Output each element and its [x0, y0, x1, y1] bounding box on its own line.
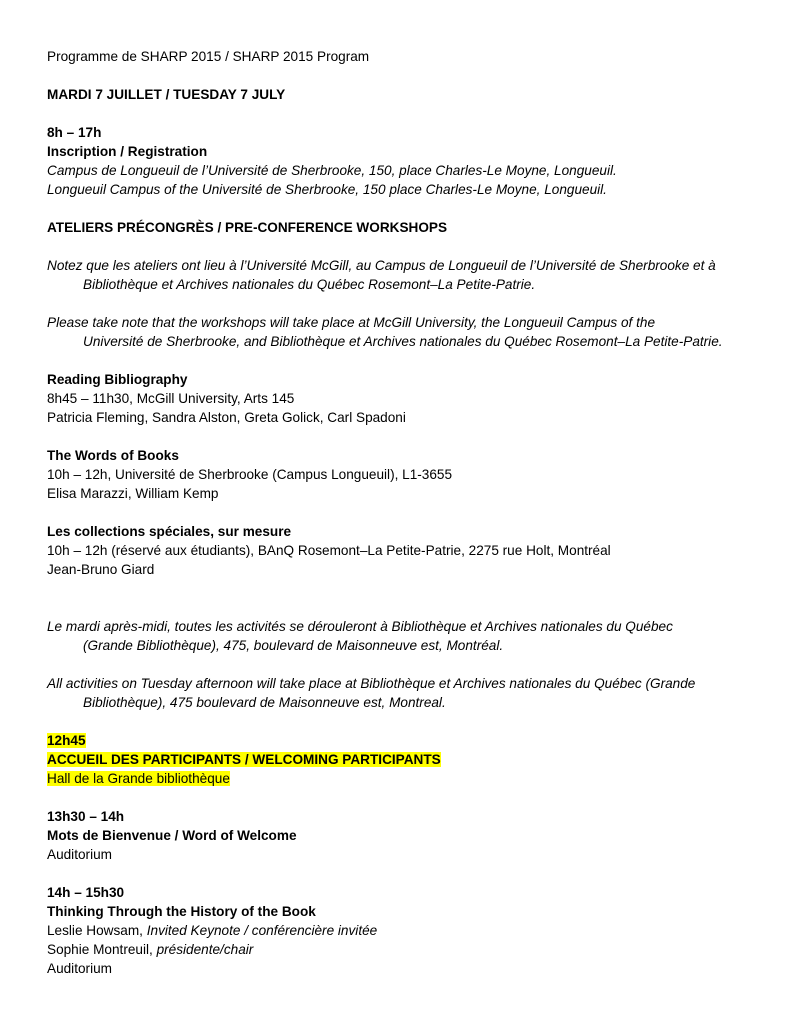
document-title: Programme de SHARP 2015 / SHARP 2015 Program	[47, 49, 370, 64]
day-heading: MARDI 7 JUILLET / TUESDAY 7 JULY	[47, 87, 286, 102]
document-page	[47, 47, 767, 978]
afternoon-note-en-line1: All activities on Tuesday afternoon will take place at Bibliothèque et Archives nationales du Québec (Grande	[47, 676, 696, 691]
afternoon-note-fr-line2: (Grande Bibliothèque), 475, boulevard de Maisonneuve est, Montréal.	[83, 638, 504, 653]
workshop-details: 8h45 – 11h30, McGill University, Arts 145	[47, 391, 295, 406]
registration-section	[47, 123, 767, 199]
registration-location-en: Longueuil Campus of the Université de Sherbrooke, 150 place Charles-Le Moyne, Longueuil.	[47, 182, 607, 197]
keynote-section	[47, 883, 767, 978]
registration-title: Inscription / Registration	[47, 144, 208, 159]
keynote-speaker-name: Leslie Howsam,	[47, 923, 147, 938]
workshop-details: 10h – 12h, Université de Sherbrooke (Campus Longueuil), L1-3655	[47, 467, 453, 482]
workshop-title: Les collections spéciales, sur mesure	[47, 524, 292, 539]
afternoon-note-fr	[47, 617, 767, 655]
workshops-note-fr-line1: Notez que les ateliers ont lieu à l’Université McGill, au Campus de Longueuil de l’Université de Sherbrooke et à	[47, 258, 716, 273]
afternoon-note-en-line2: Bibliothèque), 475 boulevard de Maisonneuve est, Montreal.	[83, 695, 446, 710]
keynote-chair	[47, 940, 767, 959]
workshop-people: Jean-Bruno Giard	[47, 562, 155, 577]
workshop-details: 10h – 12h (réservé aux étudiants), BAnQ Rosemont–La Petite-Patrie, 2275 rue Holt, Montréal	[47, 543, 611, 558]
workshop-people: Elisa Marazzi, William Kemp	[47, 486, 219, 501]
opening-location: Auditorium	[47, 847, 112, 862]
workshop-item	[47, 446, 767, 503]
welcome-title: ACCUEIL DES PARTICIPANTS / WELCOMING PARTICIPANTS	[47, 752, 441, 767]
afternoon-note-fr-line1: Le mardi après-midi, toutes les activités se dérouleront à Bibliothèque et Archives nationales du Québec	[47, 619, 673, 634]
registration-time: 8h – 17h	[47, 125, 102, 140]
keynote-chair-role: présidente/chair	[156, 942, 254, 957]
workshop-item	[47, 370, 767, 427]
workshop-people: Patricia Fleming, Sandra Alston, Greta Golick, Carl Spadoni	[47, 410, 406, 425]
welcome-section	[47, 731, 767, 788]
workshops-note-en	[47, 313, 767, 351]
workshop-title: Reading Bibliography	[47, 372, 188, 387]
workshops-note-en-line2: Université de Sherbrooke, and Bibliothèque et Archives nationales du Québec Rosemont–La Petite-Patrie.	[83, 334, 723, 349]
keynote-title: Thinking Through the History of the Book	[47, 904, 316, 919]
opening-section	[47, 807, 767, 864]
keynote-chair-name: Sophie Montreuil,	[47, 942, 157, 957]
workshop-item	[47, 522, 767, 579]
workshops-note-en-line1: Please take note that the workshops will take place at McGill University, the Longueuil Campus of the	[47, 315, 656, 330]
welcome-location: Hall de la Grande bibliothèque	[47, 771, 230, 786]
keynote-speaker-role: Invited Keynote / conférencière invitée	[146, 923, 378, 938]
workshops-note-fr-line2: Bibliothèque et Archives nationales du Québec Rosemont–La Petite-Patrie.	[83, 277, 536, 292]
keynote-time: 14h – 15h30	[47, 885, 125, 900]
registration-location-fr: Campus de Longueuil de l’Université de Sherbrooke, 150, place Charles-Le Moyne, Longueuil.	[47, 163, 617, 178]
opening-title: Mots de Bienvenue / Word of Welcome	[47, 828, 297, 843]
workshop-title: The Words of Books	[47, 448, 179, 463]
afternoon-note-en	[47, 674, 767, 712]
workshops-note-fr	[47, 256, 767, 294]
welcome-time: 12h45	[47, 733, 86, 748]
keynote-location: Auditorium	[47, 961, 112, 976]
workshops-heading: ATELIERS PRÉCONGRÈS / PRE-CONFERENCE WORKSHOPS	[47, 220, 448, 235]
opening-time: 13h30 – 14h	[47, 809, 125, 824]
keynote-speaker	[47, 921, 767, 940]
